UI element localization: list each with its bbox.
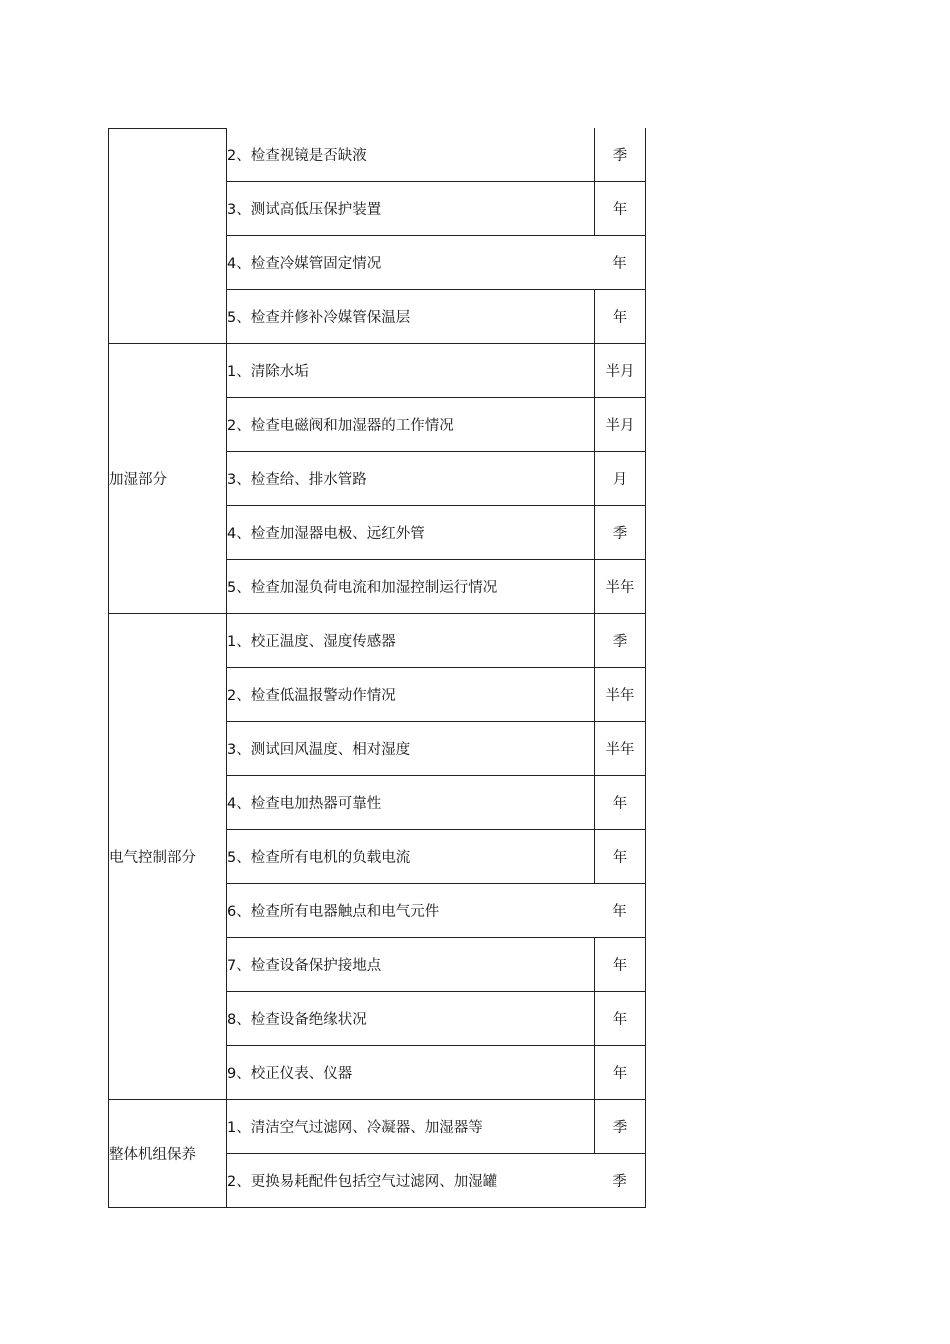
table-row — [226, 128, 646, 182]
task-cell: 4、检查电加热器可靠性 — [227, 796, 382, 812]
frequency-cell: 半年 — [594, 560, 646, 613]
task-cell: 3、检查给、排水管路 — [227, 472, 367, 488]
frequency-cell: 年 — [594, 938, 646, 991]
task-cell: 8、检查设备绝缘状况 — [227, 1012, 367, 1028]
task-cell: 5、检查加湿负荷电流和加湿控制运行情况 — [227, 580, 498, 596]
table-row — [226, 668, 646, 722]
task-cell: 3、测试高低压保护装置 — [227, 202, 382, 218]
table-row — [226, 938, 646, 992]
task-cell: 1、清除水垢 — [227, 364, 309, 380]
table-row — [226, 560, 646, 614]
frequency-cell: 季 — [594, 614, 646, 667]
table-group — [108, 344, 646, 614]
table-row — [226, 290, 646, 344]
task-cell: 2、更换易耗配件包括空气过滤网、加湿罐 — [227, 1174, 498, 1190]
table-group — [108, 1100, 646, 1208]
category-cell: 电气控制部分 — [108, 614, 226, 1100]
table-row — [226, 236, 646, 290]
frequency-cell: 年 — [594, 776, 646, 829]
maintenance-table — [108, 128, 646, 1208]
category-cell: 整体机组保养 — [108, 1100, 226, 1208]
table-group — [108, 128, 646, 344]
table-row — [226, 344, 646, 398]
category-cell: 加湿部分 — [108, 344, 226, 614]
table-row — [226, 830, 646, 884]
frequency-cell: 半月 — [594, 398, 646, 451]
table-row — [226, 884, 646, 938]
frequency-cell: 季 — [594, 128, 646, 181]
task-cell: 6、检查所有电器触点和电气元件 — [227, 904, 440, 920]
frequency-cell: 年 — [594, 290, 646, 343]
table-row — [226, 1100, 646, 1154]
task-cell: 9、校正仪表、仪器 — [227, 1066, 353, 1082]
table-row — [226, 1046, 646, 1100]
frequency-cell: 半月 — [594, 344, 646, 397]
table-row — [226, 182, 646, 236]
table-row — [226, 992, 646, 1046]
task-cell: 4、检查加湿器电极、远红外管 — [227, 526, 425, 542]
category-cell — [108, 128, 226, 344]
task-cell: 5、检查并修补冷媒管保温层 — [227, 310, 411, 326]
table-row — [226, 1154, 646, 1208]
frequency-cell: 年 — [594, 830, 646, 883]
frequency-cell: 年 — [594, 182, 646, 235]
frequency-cell: 年 — [594, 236, 646, 289]
frequency-cell: 年 — [594, 1046, 646, 1099]
task-cell: 5、检查所有电机的负载电流 — [227, 850, 411, 866]
task-cell: 1、校正温度、湿度传感器 — [227, 634, 396, 650]
table-row — [226, 776, 646, 830]
task-cell: 4、检查冷媒管固定情况 — [227, 256, 382, 272]
table-row — [226, 722, 646, 776]
table-row — [226, 506, 646, 560]
frequency-cell: 年 — [594, 884, 646, 937]
task-cell: 7、检查设备保护接地点 — [227, 958, 382, 974]
table-row — [226, 614, 646, 668]
table-group — [108, 614, 646, 1100]
task-cell: 3、测试回风温度、相对湿度 — [227, 742, 411, 758]
table-row — [226, 452, 646, 506]
frequency-cell: 半年 — [594, 722, 646, 775]
task-cell: 2、检查低温报警动作情况 — [227, 688, 396, 704]
frequency-cell: 月 — [594, 452, 646, 505]
task-cell: 1、清洁空气过滤网、冷凝器、加湿器等 — [227, 1120, 483, 1136]
task-cell: 2、检查电磁阀和加湿器的工作情况 — [227, 418, 454, 434]
frequency-cell: 半年 — [594, 668, 646, 721]
frequency-cell: 季 — [594, 506, 646, 559]
table-row — [226, 398, 646, 452]
frequency-cell: 季 — [594, 1154, 646, 1207]
frequency-cell: 季 — [594, 1100, 646, 1153]
frequency-cell: 年 — [594, 992, 646, 1045]
task-cell: 2、检查视镜是否缺液 — [227, 148, 367, 164]
